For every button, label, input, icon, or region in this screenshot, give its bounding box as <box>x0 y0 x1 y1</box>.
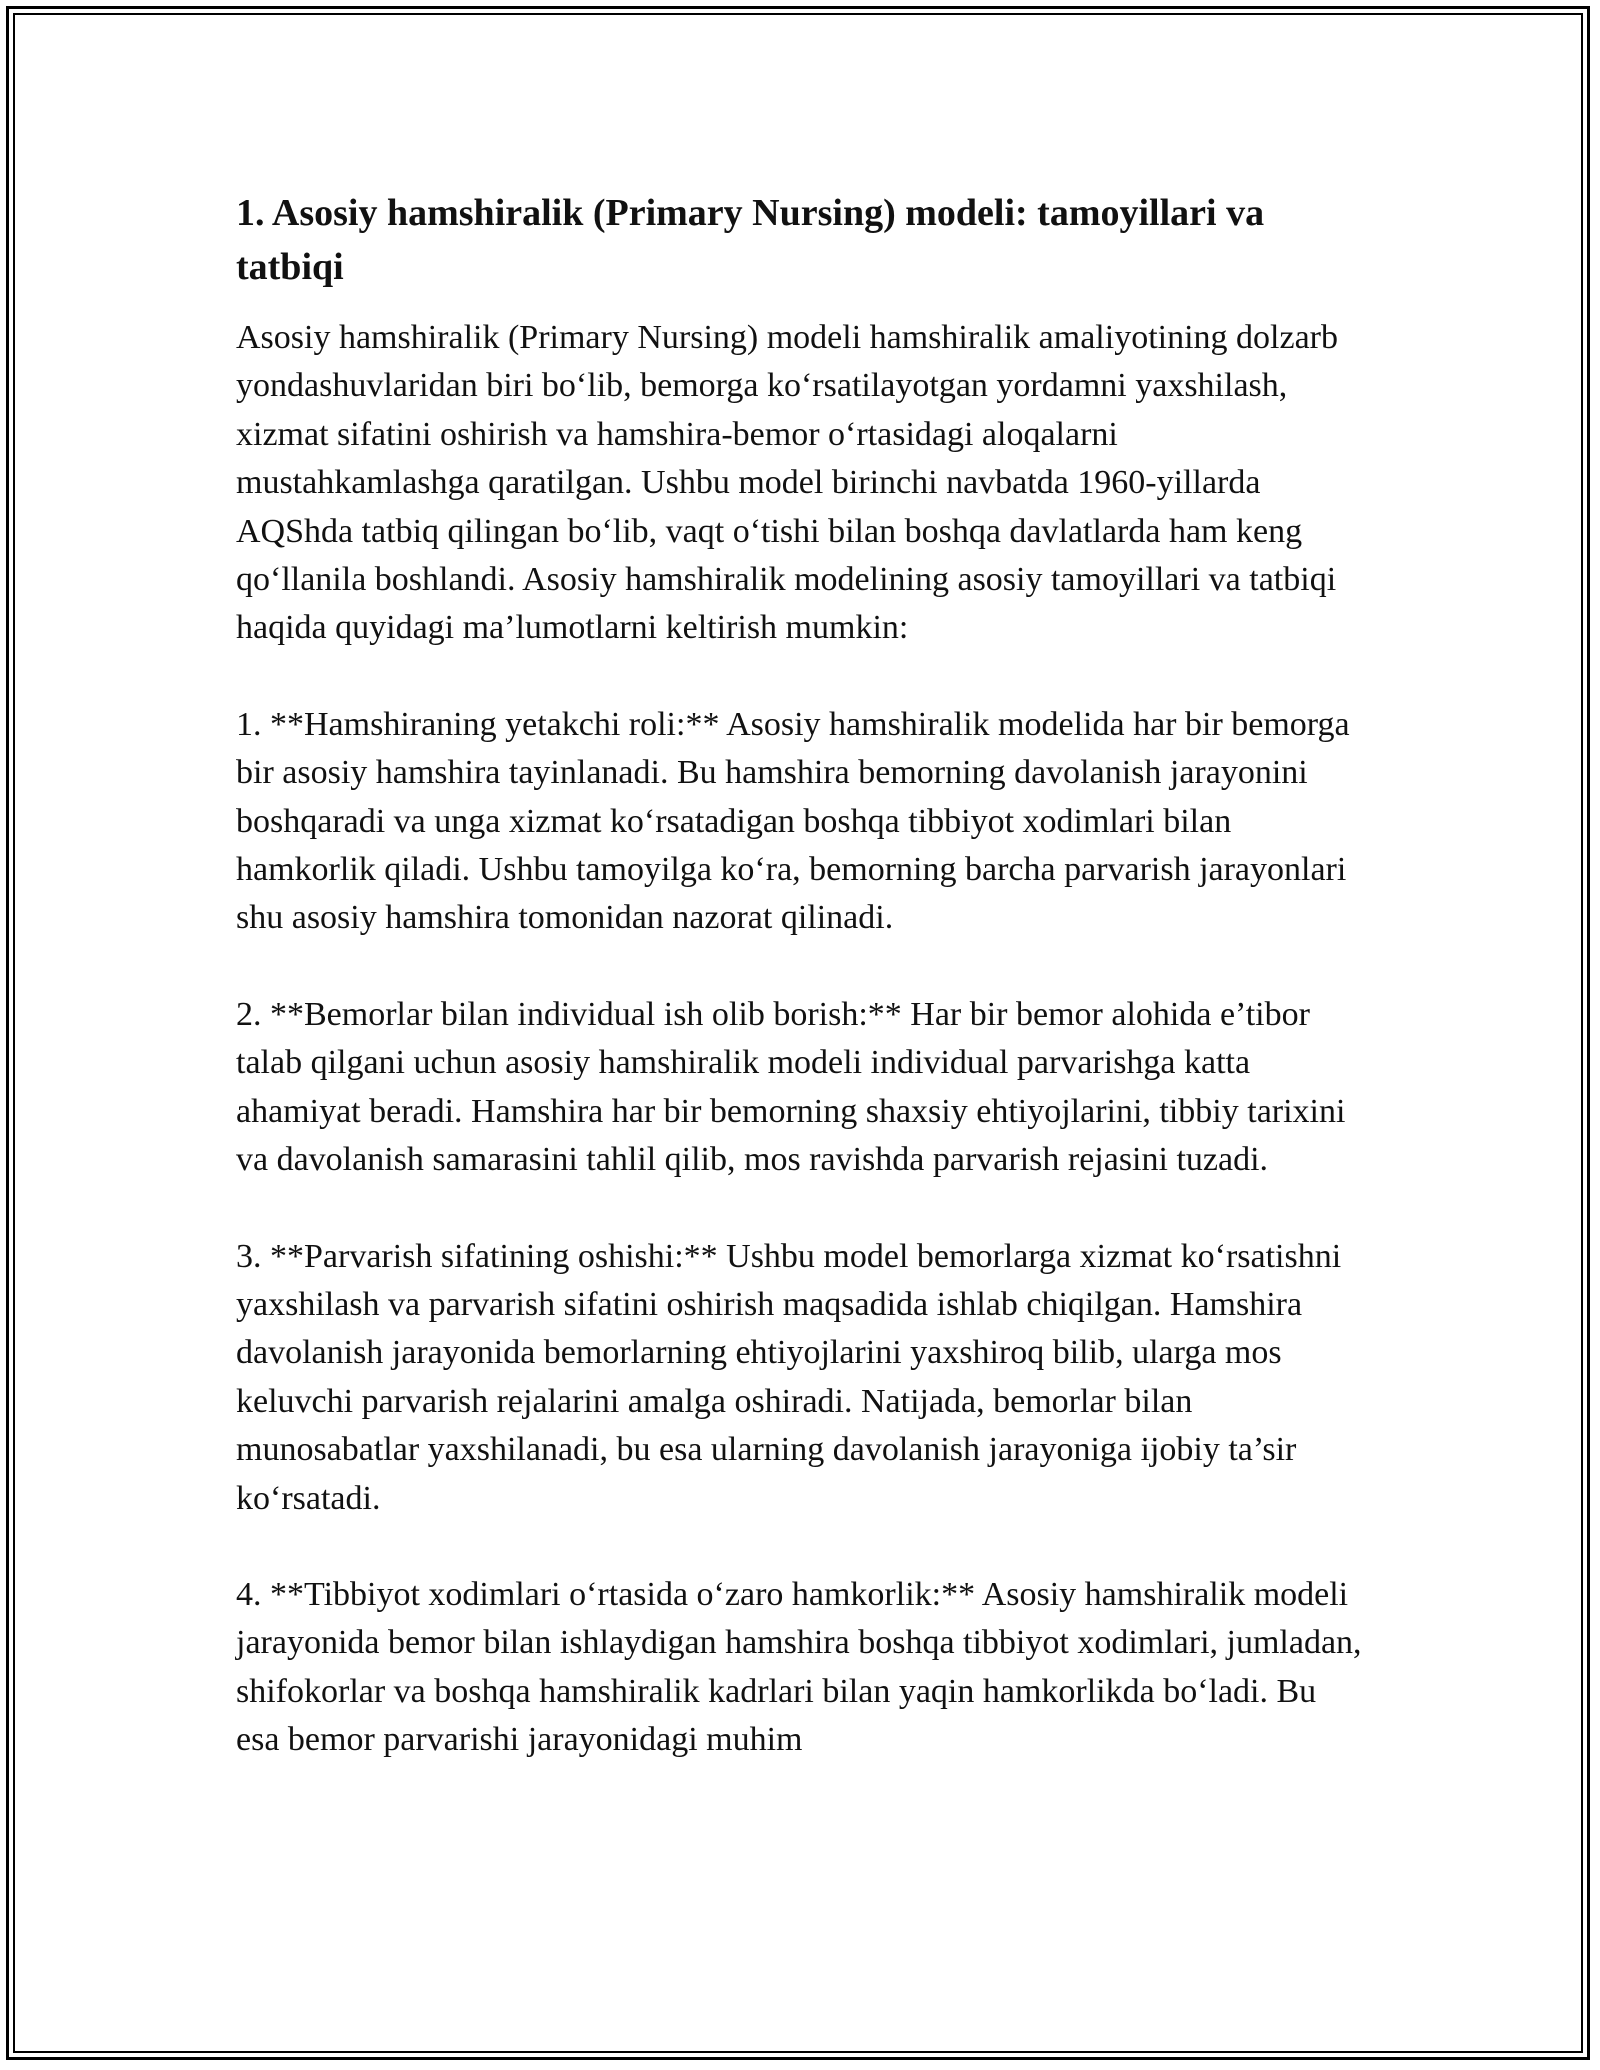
list-item-1: 1. **Hamshiraning yetakchi roli:** Asosiy hamshiralik modelida har bir bemorga bir asosiy hamshira tayinlanadi. Bu hamshira bemorning davolanish jarayonini boshqaradi va unga xizmat ko‘rsatadigan boshqa tibbiyot xodimlari bilan hamkorlik qiladi. Ushbu tamoyilga ko‘ra, bemorning barcha parvarish jarayonlari shu asosiy hamshira tomonidan nazorat qilinadi. <box>236 705 1350 937</box>
paragraph-gap <box>236 1185 1366 1233</box>
list-item-4: 4. **Tibbiyot xodimlari o‘rtasida o‘zaro hamkorlik:** Asosiy hamshiralik modeli jarayonida bemor bilan ishlaydigan hamshira boshqa tibbiyot xodimlari, jumladan, shifokorlar va boshqa hamshiralik kadrlari bilan yaqin hamkorlikda bo‘ladi. Bu esa bemor parvarishi jarayonidagi muhim <box>236 1575 1362 1759</box>
document-body <box>236 186 1366 1765</box>
intro-paragraph: Asosiy hamshiralik (Primary Nursing) modeli hamshiralik amaliyotining dolzarb yondashuvlaridan biri bo‘lib, bemorga ko‘rsatilayotgan yordamni yaxshilash, xizmat sifatini oshirish va hamshira-bemor o‘rtasidagi aloqalarni mustahkamlashga qaratilgan. Ushbu model birinchi navbatda 1960-yillarda AQShda tatbiq qilingan bo‘lib, vaqt o‘tishi bilan boshqa davlatlarda ham keng qo‘llanila boshlandi. Asosiy hamshiralik modelining asosiy tamoyillari va tatbiqi haqida quyidagi ma’lumotlarni keltirish mumkin: <box>236 319 1338 647</box>
section-title: 1. Asosiy hamshiralik (Primary Nursing) modeli: tamoyillari va tatbiqi <box>236 192 1265 288</box>
paragraph-gap <box>236 1523 1366 1571</box>
paragraph-gap <box>236 653 1366 701</box>
list-item-2: 2. **Bemorlar bilan individual ish olib borish:** Har bir bemor alohida e’tibor talab qilgani uchun asosiy hamshiralik modeli individual parvarishga katta ahamiyat beradi. Hamshira har bir bemorning shaxsiy ehtiyojlarini, tibbiy tarixini va davolanish samarasini tahlil qilib, mos ravishda parvarish rejasini tuzadi. <box>236 995 1346 1179</box>
list-item-3: 3. **Parvarish sifatining oshishi:** Ushbu model bemorlarga xizmat ko‘rsatishni yaxshilash va parvarish sifatini oshirish maqsadida ishlab chiqilgan. Hamshira davolanish jarayonida bemorlarning ehtiyojlarini yaxshiroq bilib, ularga mos keluvchi parvarish rejalarini amalga oshiradi. Natijada, bemorlar bilan munosabatlar yaxshilanadi, bu esa ularning davolanish jarayoniga ijobiy ta’sir ko‘rsatadi. <box>236 1237 1342 1517</box>
paragraph-gap <box>236 943 1366 991</box>
